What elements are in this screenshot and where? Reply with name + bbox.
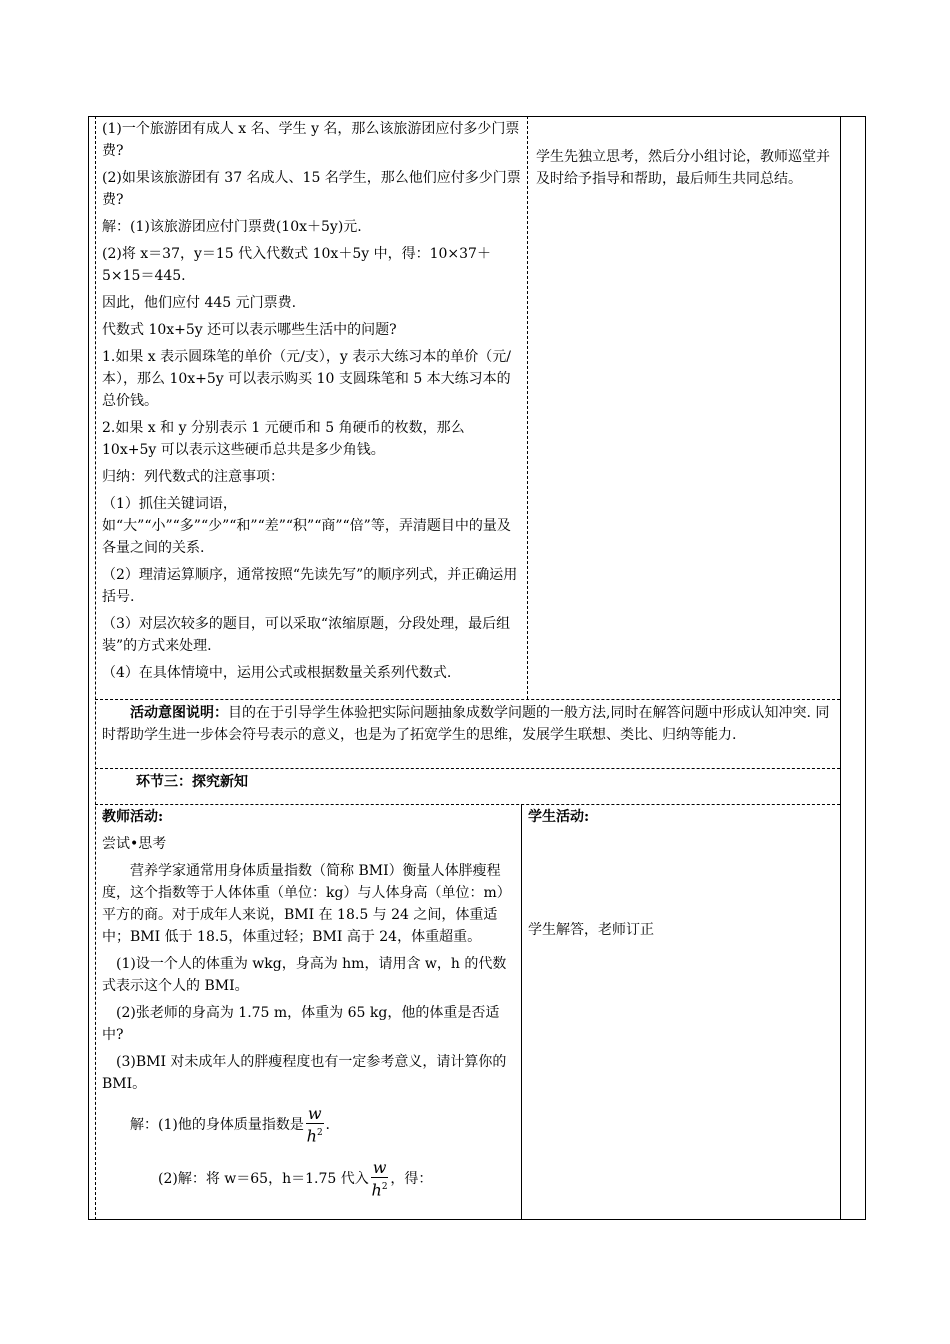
teacher-activity-cell — [102, 118, 522, 689]
question-2: (2)张老师的身高为 1.75 m，体重为 65 kg，他的体重是否适中? — [102, 1005, 500, 1043]
fraction-numerator: w — [307, 1104, 322, 1123]
answer-1-text: 解：(1)他的身体质量指数是 — [130, 1117, 304, 1134]
table-border-left — [88, 116, 89, 1220]
row-divider — [95, 699, 840, 700]
bmi-fraction — [371, 1159, 389, 1199]
answer-2-text: (2)解：将 w＝65，h＝1.75 代入 — [158, 1171, 369, 1188]
table-border-top — [88, 116, 866, 117]
lesson-table — [88, 116, 866, 1220]
row-divider — [95, 768, 840, 769]
student-activity-header: 学生活动: — [528, 809, 590, 825]
paragraph: 归纳：列代数式的注意事项： — [102, 469, 284, 485]
paragraph: (2)如果该旅游团有 37 名成人、15 名学生，那么他们应付多少门票费? — [102, 170, 521, 208]
fraction-denominator: $h^2$ — [371, 1180, 388, 1200]
column-divider-top — [527, 116, 528, 699]
student-activity-cell — [536, 146, 834, 195]
column-divider-bottom — [521, 804, 522, 1220]
answer-1-suffix: . — [325, 1117, 330, 1134]
paragraph: （1）抓住关键词语，如“大”“小”“多”“少”“和”“差”“积”“商”“倍”等，弄清题目中的量及各量之间的关系. — [102, 496, 511, 556]
intent-cell — [102, 702, 834, 746]
answer-1 — [102, 1105, 514, 1145]
paragraph: 代数式 10x+5y 还可以表示哪些生活中的问题? — [102, 322, 397, 338]
student-activity-text: 学生先独立思考，然后分小组讨论，教师巡堂并及时给予指导和帮助，最后师生共同总结。 — [536, 149, 830, 187]
try-label: 尝试•思考 — [102, 836, 167, 852]
student-answer-cell — [528, 919, 834, 946]
table-border-bottom — [88, 1219, 866, 1220]
table-inner-border-right — [840, 116, 841, 1220]
paragraph: 解：(1)该旅游团应付门票费(10x＋5y)元. — [102, 219, 362, 235]
answer-2-suffix: ，得： — [390, 1171, 433, 1188]
fraction-denominator: $h^2$ — [306, 1126, 323, 1146]
paragraph: 因此，他们应付 445 元门票费. — [102, 295, 297, 311]
row-divider — [95, 804, 840, 805]
fraction-numerator: w — [372, 1158, 387, 1178]
answer-2 — [102, 1159, 514, 1199]
question-1: (1)设一个人的体重为 wkg，身高为 hm，请用含 w，h 的代数式表示这个人的 BMI。 — [102, 956, 507, 994]
table-border-right — [865, 116, 866, 1220]
paragraph: 1.如果 x 表示圆珠笔的单价（元/支），y 表示大练习本的单价（元/本），那么 10x+5y 可以表示购买 10 支圆珠笔和 5 本大练习本的总价钱。 — [102, 349, 511, 409]
paragraph: （2）理清运算顺序，通常按照“先读先写”的顺序列式，并正确运用括号. — [102, 567, 518, 605]
teacher-activity-cell — [102, 806, 514, 1205]
paragraph: 2.如果 x 和 y 分别表示 1 元硬币和 5 角硬币的枚数，那么 10x+5y 可以表示这些硬币总共是多少角钱。 — [102, 420, 465, 458]
student-activity-cell — [528, 806, 834, 833]
bmi-intro: 营养学家通常用身体质量指数（简称 BMI）衡量人体胖瘦程度，这个指数等于人体体重（单位：kg）与人体身高（单位：m）平方的商。对于成年人来说，BMI 在 18.5 与 24 之间，体重适中；BMI 低于 18.5，体重过轻；BMI 高于 24，体重超重。 — [102, 863, 511, 945]
student-activity-text: 学生解答，老师订正 — [528, 922, 654, 938]
section-title: 环节三：探究新知 — [136, 774, 248, 790]
paragraph: (1)一个旅游团有成人 x 名、学生 y 名，那么该旅游团应付多少门票费? — [102, 121, 520, 159]
paragraph: （3）对层次较多的题目，可以采取“浓缩原题，分段处理，最后组装”的方式来处理. — [102, 616, 511, 654]
teacher-activity-header: 教师活动: — [102, 809, 164, 825]
paragraph: (2)将 x＝37，y＝15 代入代数式 10x＋5y 中，得：10×37＋5×15＝445. — [102, 246, 491, 284]
intent-text: 目的在于引导学生体验把实际问题抽象成数学问题的一般方法,同时在解答问题中形成认知冲突. 同时帮助学生进一步体会符号表示的意义，也是为了拓宽学生的思维，发展学生联想、类比、归纳等能力. — [102, 705, 830, 743]
intent-label: 活动意图说明： — [130, 705, 228, 721]
paragraph: （4）在具体情境中，运用公式或根据数量关系列代数式. — [102, 665, 452, 681]
question-3: (3)BMI 对未成年人的胖瘦程度也有一定参考意义，请计算你的 BMI。 — [102, 1054, 507, 1092]
bmi-fraction — [306, 1105, 324, 1145]
table-inner-border-left — [95, 116, 96, 1220]
